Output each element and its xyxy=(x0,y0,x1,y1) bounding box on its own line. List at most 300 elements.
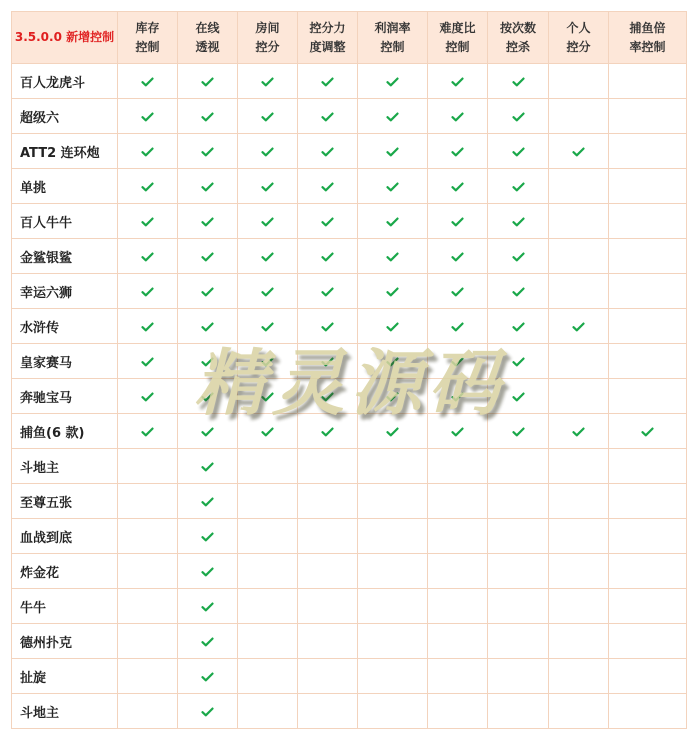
column-header-line: 库存 xyxy=(135,20,160,35)
feature-cell xyxy=(298,414,358,449)
feature-cell xyxy=(549,379,609,414)
header-row xyxy=(12,12,687,64)
table-row xyxy=(12,134,687,169)
feature-cell xyxy=(118,449,178,484)
feature-cell xyxy=(178,659,238,694)
check-icon xyxy=(512,182,525,192)
feature-cell xyxy=(178,274,238,309)
feature-cell xyxy=(488,169,549,204)
check-icon xyxy=(386,77,399,87)
feature-cell xyxy=(178,554,238,589)
check-icon xyxy=(512,217,525,227)
feature-cell xyxy=(298,309,358,344)
feature-cell xyxy=(609,379,687,414)
check-icon xyxy=(201,427,214,437)
feature-cell xyxy=(428,554,488,589)
feature-cell xyxy=(609,239,687,274)
feature-cell xyxy=(238,239,298,274)
feature-cell xyxy=(118,694,178,729)
feature-cell xyxy=(118,379,178,414)
feature-cell xyxy=(298,694,358,729)
feature-cell xyxy=(428,659,488,694)
feature-cell xyxy=(178,624,238,659)
check-icon xyxy=(572,322,585,332)
feature-cell xyxy=(298,589,358,624)
feature-cell xyxy=(428,134,488,169)
feature-cell xyxy=(428,484,488,519)
column-header-line: 透视 xyxy=(195,39,220,54)
check-icon xyxy=(261,112,274,122)
table-row xyxy=(12,379,687,414)
version-header: 3.5.0.0 新增控制 xyxy=(12,12,118,64)
feature-cell xyxy=(428,519,488,554)
column-header xyxy=(358,12,428,64)
check-icon xyxy=(512,357,525,367)
feature-cell xyxy=(549,64,609,99)
check-icon xyxy=(321,217,334,227)
check-icon xyxy=(201,252,214,262)
check-icon xyxy=(512,252,525,262)
check-icon xyxy=(386,217,399,227)
feature-cell xyxy=(298,169,358,204)
feature-cell xyxy=(358,274,428,309)
table-row xyxy=(12,169,687,204)
column-header-line: 控杀 xyxy=(505,39,530,54)
feature-cell xyxy=(238,379,298,414)
check-icon xyxy=(201,357,214,367)
feature-cell xyxy=(358,519,428,554)
feature-cell xyxy=(118,134,178,169)
feature-cell xyxy=(609,449,687,484)
feature-cell xyxy=(549,204,609,239)
feature-cell xyxy=(488,624,549,659)
feature-matrix-table xyxy=(11,11,687,729)
feature-cell xyxy=(488,589,549,624)
feature-cell xyxy=(178,134,238,169)
feature-cell xyxy=(118,204,178,239)
feature-cell xyxy=(428,694,488,729)
game-name-cell: 超级六 xyxy=(12,99,118,134)
feature-cell xyxy=(488,554,549,589)
feature-cell xyxy=(609,659,687,694)
check-icon xyxy=(641,427,654,437)
feature-cell xyxy=(118,64,178,99)
table-row xyxy=(12,414,687,449)
feature-cell xyxy=(428,309,488,344)
check-icon xyxy=(451,322,464,332)
table-row xyxy=(12,344,687,379)
table-row xyxy=(12,99,687,134)
table-row xyxy=(12,274,687,309)
check-icon xyxy=(321,112,334,122)
feature-cell xyxy=(178,344,238,379)
column-header-line: 度调整 xyxy=(309,39,346,54)
check-icon xyxy=(386,147,399,157)
feature-cell xyxy=(298,134,358,169)
feature-cell xyxy=(549,694,609,729)
feature-cell xyxy=(549,239,609,274)
check-icon xyxy=(141,182,154,192)
feature-cell xyxy=(178,414,238,449)
check-icon xyxy=(321,182,334,192)
game-name-cell: 血战到底 xyxy=(12,519,118,554)
column-header-line: 在线 xyxy=(195,20,220,35)
feature-cell xyxy=(238,694,298,729)
feature-cell xyxy=(488,344,549,379)
feature-cell xyxy=(238,449,298,484)
check-icon xyxy=(201,567,214,577)
game-name-cell: 百人龙虎斗 xyxy=(12,64,118,99)
check-icon xyxy=(512,287,525,297)
feature-cell xyxy=(549,344,609,379)
feature-cell xyxy=(238,554,298,589)
feature-cell xyxy=(488,694,549,729)
feature-cell xyxy=(609,134,687,169)
feature-cell xyxy=(609,694,687,729)
check-icon xyxy=(201,532,214,542)
feature-cell xyxy=(358,484,428,519)
feature-cell xyxy=(428,589,488,624)
feature-cell xyxy=(358,134,428,169)
feature-cell xyxy=(609,519,687,554)
table-row xyxy=(12,64,687,99)
column-header-line: 控分 xyxy=(566,39,591,54)
feature-cell xyxy=(238,99,298,134)
feature-cell xyxy=(238,659,298,694)
check-icon xyxy=(512,112,525,122)
column-header-line: 捕鱼倍 xyxy=(629,20,666,35)
feature-cell xyxy=(238,344,298,379)
feature-cell xyxy=(178,484,238,519)
feature-cell xyxy=(488,99,549,134)
table-row xyxy=(12,204,687,239)
feature-cell xyxy=(609,554,687,589)
game-name-cell: 金鲨银鲨 xyxy=(12,239,118,274)
check-icon xyxy=(321,77,334,87)
check-icon xyxy=(261,427,274,437)
check-icon xyxy=(451,427,464,437)
check-icon xyxy=(201,112,214,122)
feature-cell xyxy=(549,309,609,344)
feature-cell xyxy=(178,449,238,484)
check-icon xyxy=(201,182,214,192)
feature-cell xyxy=(549,414,609,449)
column-header xyxy=(238,12,298,64)
feature-cell xyxy=(549,449,609,484)
feature-cell xyxy=(358,414,428,449)
feature-cell xyxy=(238,169,298,204)
feature-cell xyxy=(178,64,238,99)
check-icon xyxy=(512,77,525,87)
feature-cell xyxy=(358,239,428,274)
check-icon xyxy=(451,147,464,157)
feature-cell xyxy=(178,694,238,729)
table-row xyxy=(12,694,687,729)
table-row xyxy=(12,659,687,694)
feature-cell xyxy=(298,64,358,99)
feature-cell xyxy=(118,309,178,344)
check-icon xyxy=(201,602,214,612)
column-header xyxy=(298,12,358,64)
feature-cell xyxy=(549,274,609,309)
feature-cell xyxy=(298,239,358,274)
feature-cell xyxy=(488,484,549,519)
column-header-line: 个人 xyxy=(566,20,591,35)
check-icon xyxy=(512,147,525,157)
check-icon xyxy=(141,217,154,227)
feature-cell xyxy=(178,589,238,624)
feature-cell xyxy=(549,169,609,204)
check-icon xyxy=(451,287,464,297)
column-header xyxy=(428,12,488,64)
feature-cell xyxy=(609,99,687,134)
game-name-cell: 奔驰宝马 xyxy=(12,379,118,414)
check-icon xyxy=(512,392,525,402)
feature-cell xyxy=(609,309,687,344)
check-icon xyxy=(572,147,585,157)
feature-cell xyxy=(549,484,609,519)
feature-cell xyxy=(428,204,488,239)
table-row xyxy=(12,519,687,554)
game-name-cell: 皇家赛马 xyxy=(12,344,118,379)
feature-cell xyxy=(238,309,298,344)
column-header-line: 控制 xyxy=(445,39,470,54)
watermark: 精灵源码 xyxy=(193,341,506,425)
check-icon xyxy=(321,392,334,402)
feature-cell xyxy=(178,519,238,554)
column-header xyxy=(488,12,549,64)
feature-cell xyxy=(428,239,488,274)
feature-cell xyxy=(609,624,687,659)
check-icon xyxy=(141,287,154,297)
feature-cell xyxy=(428,449,488,484)
feature-cell xyxy=(178,99,238,134)
column-header-line: 房间 xyxy=(255,20,280,35)
check-icon xyxy=(261,217,274,227)
feature-cell xyxy=(358,449,428,484)
check-icon xyxy=(261,357,274,367)
feature-cell xyxy=(238,64,298,99)
feature-cell xyxy=(118,624,178,659)
check-icon xyxy=(201,77,214,87)
check-icon xyxy=(386,287,399,297)
feature-cell xyxy=(358,169,428,204)
feature-cell xyxy=(609,169,687,204)
feature-cell xyxy=(488,204,549,239)
feature-cell xyxy=(428,379,488,414)
check-icon xyxy=(141,427,154,437)
feature-cell xyxy=(358,204,428,239)
check-icon xyxy=(451,357,464,367)
feature-cell xyxy=(118,519,178,554)
feature-cell xyxy=(358,309,428,344)
check-icon xyxy=(451,182,464,192)
feature-cell xyxy=(238,274,298,309)
column-header-line: 按次数 xyxy=(499,20,536,35)
check-icon xyxy=(141,392,154,402)
feature-cell xyxy=(358,99,428,134)
check-icon xyxy=(201,462,214,472)
game-name-cell: 牛牛 xyxy=(12,589,118,624)
feature-cell xyxy=(549,554,609,589)
check-icon xyxy=(321,427,334,437)
feature-cell xyxy=(118,239,178,274)
check-icon xyxy=(451,77,464,87)
feature-cell xyxy=(609,344,687,379)
feature-cell xyxy=(298,344,358,379)
check-icon xyxy=(451,252,464,262)
check-icon xyxy=(451,392,464,402)
column-header-line: 利润率 xyxy=(374,20,411,35)
feature-cell xyxy=(549,134,609,169)
feature-cell xyxy=(549,99,609,134)
feature-cell xyxy=(238,204,298,239)
table-row xyxy=(12,624,687,659)
table-row xyxy=(12,239,687,274)
column-header xyxy=(549,12,609,64)
check-icon xyxy=(261,182,274,192)
feature-cell xyxy=(358,659,428,694)
feature-cell xyxy=(609,484,687,519)
feature-cell xyxy=(428,64,488,99)
game-name-cell: 斗地主 xyxy=(12,694,118,729)
table-row xyxy=(12,554,687,589)
table-row xyxy=(12,449,687,484)
check-icon xyxy=(141,77,154,87)
game-name-cell: 炸金花 xyxy=(12,554,118,589)
feature-cell xyxy=(428,274,488,309)
check-icon xyxy=(512,427,525,437)
feature-cell xyxy=(238,134,298,169)
check-icon xyxy=(386,427,399,437)
column-header xyxy=(118,12,178,64)
feature-cell xyxy=(298,624,358,659)
feature-cell xyxy=(488,64,549,99)
column-header-line: 控制 xyxy=(135,39,160,54)
check-icon xyxy=(141,322,154,332)
feature-cell xyxy=(178,204,238,239)
check-icon xyxy=(201,497,214,507)
feature-cell xyxy=(549,624,609,659)
feature-cell xyxy=(358,624,428,659)
feature-cell xyxy=(549,519,609,554)
check-icon xyxy=(321,357,334,367)
feature-cell xyxy=(609,274,687,309)
feature-cell xyxy=(488,519,549,554)
feature-cell xyxy=(549,659,609,694)
feature-cell xyxy=(118,274,178,309)
check-icon xyxy=(141,112,154,122)
column-header-line: 率控制 xyxy=(629,39,666,54)
check-icon xyxy=(321,287,334,297)
feature-cell xyxy=(178,309,238,344)
feature-cell xyxy=(488,239,549,274)
check-icon xyxy=(386,357,399,367)
feature-cell xyxy=(178,239,238,274)
game-name-cell: 水浒传 xyxy=(12,309,118,344)
check-icon xyxy=(572,427,585,437)
game-name-cell: 扯旋 xyxy=(12,659,118,694)
check-icon xyxy=(141,147,154,157)
feature-cell xyxy=(428,414,488,449)
table-body xyxy=(12,64,687,729)
check-icon xyxy=(261,392,274,402)
feature-cell xyxy=(298,659,358,694)
feature-cell xyxy=(358,694,428,729)
feature-cell xyxy=(238,414,298,449)
feature-cell xyxy=(428,99,488,134)
feature-cell xyxy=(488,449,549,484)
check-icon xyxy=(261,147,274,157)
check-icon xyxy=(386,112,399,122)
feature-cell xyxy=(609,204,687,239)
feature-cell xyxy=(298,274,358,309)
check-icon xyxy=(261,252,274,262)
feature-cell xyxy=(118,554,178,589)
game-name-cell: 百人牛牛 xyxy=(12,204,118,239)
check-icon xyxy=(261,77,274,87)
feature-cell xyxy=(178,379,238,414)
check-icon xyxy=(141,252,154,262)
check-icon xyxy=(201,322,214,332)
game-name-cell: 捕鱼(6 款) xyxy=(12,414,118,449)
check-icon xyxy=(321,322,334,332)
feature-cell xyxy=(178,169,238,204)
check-icon xyxy=(386,182,399,192)
column-header-line: 难度比 xyxy=(439,20,476,35)
check-icon xyxy=(321,252,334,262)
check-icon xyxy=(386,252,399,262)
feature-cell xyxy=(609,64,687,99)
feature-cell xyxy=(118,344,178,379)
column-header-line: 控制 xyxy=(380,39,405,54)
feature-cell xyxy=(358,379,428,414)
check-icon xyxy=(201,637,214,647)
check-icon xyxy=(386,392,399,402)
check-icon xyxy=(201,217,214,227)
feature-cell xyxy=(488,274,549,309)
feature-cell xyxy=(488,379,549,414)
feature-cell xyxy=(488,134,549,169)
feature-cell xyxy=(358,554,428,589)
game-name-cell: 单挑 xyxy=(12,169,118,204)
feature-cell xyxy=(298,484,358,519)
feature-cell xyxy=(298,99,358,134)
table-row xyxy=(12,484,687,519)
feature-cell xyxy=(609,414,687,449)
feature-cell xyxy=(488,659,549,694)
check-icon xyxy=(201,707,214,717)
game-name-cell: 至尊五张 xyxy=(12,484,118,519)
feature-cell xyxy=(358,64,428,99)
column-header xyxy=(178,12,238,64)
feature-cell xyxy=(609,589,687,624)
feature-cell xyxy=(428,624,488,659)
feature-cell xyxy=(118,99,178,134)
check-icon xyxy=(261,287,274,297)
feature-cell xyxy=(118,484,178,519)
feature-cell xyxy=(298,449,358,484)
table-row xyxy=(12,309,687,344)
game-name-cell: 幸运六狮 xyxy=(12,274,118,309)
check-icon xyxy=(201,392,214,402)
feature-cell xyxy=(488,309,549,344)
feature-cell xyxy=(238,589,298,624)
feature-cell xyxy=(118,414,178,449)
feature-cell xyxy=(358,589,428,624)
game-name-cell: 斗地主 xyxy=(12,449,118,484)
feature-cell xyxy=(488,414,549,449)
